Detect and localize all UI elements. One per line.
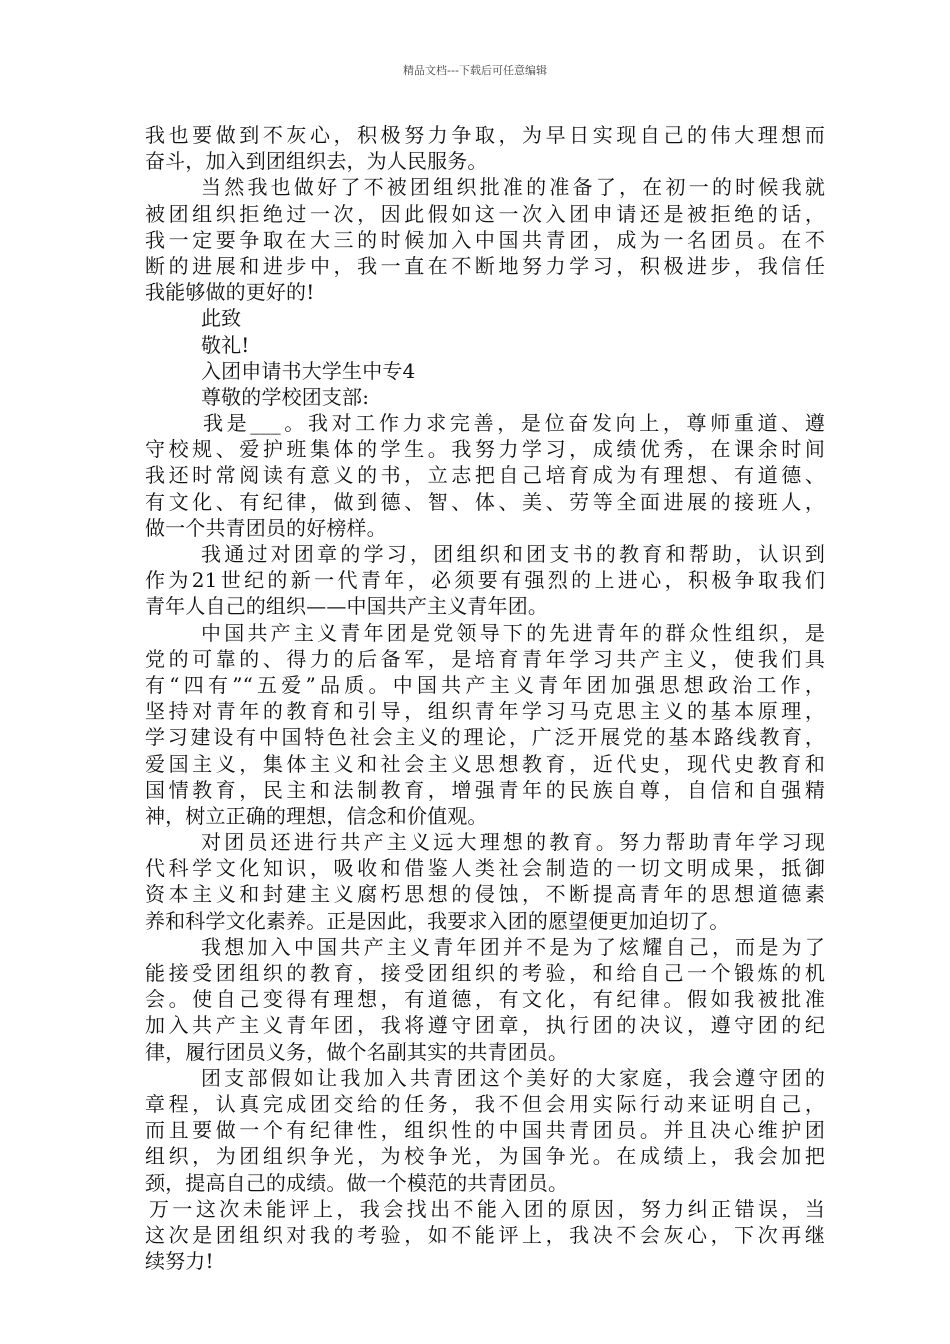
text-line: 国情教育，民主和法制教育，增强青年的民族自尊，自信和自强精 bbox=[145, 777, 825, 802]
text-line: 能接受团组织的教育，接受团组织的考验，和给自己一个锻炼的机 bbox=[145, 961, 825, 985]
text-line: 我一定要争取在大三的时候加入中国共青团，成为一名团员。在不 bbox=[145, 227, 825, 252]
text-line: 青年人自己的组织——中国共产主义青年团。 bbox=[145, 594, 548, 619]
document-body bbox=[145, 122, 825, 1274]
text-line: 被团组织拒绝过一次，因此假如这一次入团申请还是被拒绝的话， bbox=[145, 201, 825, 226]
text-line: 党的可靠的、得力的后备军，是培育青年学习共产主义，使我们具 bbox=[145, 646, 825, 671]
text-line: 作为21世纪的新一代青年，必须要有强烈的上进心，积极争取我们 bbox=[145, 568, 825, 593]
text-line: 代科学文化知识，吸收和借鉴人类社会制造的一切文明成果，抵御 bbox=[145, 856, 825, 881]
text-line: 守校规、爱护班集体的学生。我努力学习，成绩优秀，在课余时间 bbox=[145, 437, 825, 462]
paragraph-start: 万一这次未能评上，我会找出不能入团的原因，努力纠正错误，当 bbox=[149, 1196, 825, 1221]
text-line: 我也要做到不灰心，积极努力争取，为早日实现自己的伟大理想而 bbox=[145, 123, 825, 147]
text-line: 组织，为团组织争光，为校争光，为国争光。在成绩上，我会加把 bbox=[145, 1144, 825, 1169]
text-line: 律，履行团员义务，做个名副其实的共青团员。 bbox=[145, 1039, 569, 1064]
paragraph-start: 我是___。我对工作力求完善，是位奋发向上，尊师重道、遵 bbox=[203, 411, 825, 436]
text-line: 坚持对青年的教育和引导，组织青年学习马克思主义的基本原理， bbox=[145, 699, 825, 724]
closing-line: 此致 bbox=[201, 306, 242, 331]
text-line: 颈，提高自己的成绩。做一个模范的共青团员。 bbox=[145, 1170, 569, 1195]
text-line: 会。使自己变得有理想，有道德，有文化，有纪律。假如我被批准 bbox=[145, 987, 825, 1012]
text-line: 加入共产主义青年团，我将遵守团章，执行团的决议，遵守团的纪 bbox=[145, 1013, 825, 1038]
text-line: 而且要做一个有纪律性，组织性的中国共青团员。并且决心维护团 bbox=[145, 1118, 825, 1143]
closing-line: 敬礼! bbox=[201, 332, 250, 357]
text-line: 爱国主义，集体主义和社会主义思想教育，近代史，现代史教育和 bbox=[145, 751, 825, 776]
paragraph-start: 对团员还进行共产主义远大理想的教育。努力帮助青年学习现 bbox=[201, 830, 825, 855]
text-line: 有“四有”“五爱”品质。中国共产主义青年团加强思想政治工作， bbox=[145, 672, 825, 697]
text-line: 有文化、有纪律，做到德、智、体、美、劳等全面进展的接班人， bbox=[145, 489, 825, 514]
text-line: 章程，认真完成团交给的任务，我不但会用实际行动来证明自己， bbox=[145, 1091, 825, 1116]
text-line: 资本主义和封建主义腐朽思想的侵蚀，不断提高青年的思想道德素 bbox=[145, 882, 825, 907]
text-line: 神，树立正确的理想，信念和价值观。 bbox=[145, 803, 488, 828]
text-line: 我还时常阅读有意义的书，立志把自己培育成为有理想、有道德、 bbox=[145, 463, 825, 488]
text-line: 这次是团组织对我的考验，如不能评上，我决不会灰心，下次再继 bbox=[145, 1222, 825, 1247]
salutation: 尊敬的学校团支部: bbox=[201, 384, 370, 409]
section-title: 入团申请书大学生中专4 bbox=[201, 358, 416, 383]
page-header: 精品文档---下载后可任意编辑 bbox=[403, 64, 547, 77]
paragraph-start: 当然我也做好了不被团组织批准的准备了，在初一的时候我就 bbox=[201, 175, 825, 200]
text-line: 断的进展和进步中，我一直在不断地努力学习，积极进步，我信任 bbox=[145, 253, 825, 278]
text-line: 奋斗，加入到团组织去，为人民服务。 bbox=[145, 149, 488, 174]
paragraph-start: 团支部假如让我加入共青团这个美好的大家庭，我会遵守团的 bbox=[201, 1065, 825, 1090]
paragraph-start: 我想加入中国共产主义青年团并不是为了炫耀自己，而是为了 bbox=[201, 934, 825, 959]
text-line: 续努力! bbox=[145, 1249, 214, 1274]
text-line: 学习建设有中国特色社会主义的理论，广泛开展党的基本路线教育， bbox=[145, 725, 825, 750]
text-line: 做一个共青团员的好榜样。 bbox=[145, 515, 387, 540]
text-line: 养和科学文化素养。正是因此，我要求入团的愿望便更加迫切了。 bbox=[145, 908, 730, 933]
paragraph-start: 中国共产主义青年团是党领导下的先进青年的群众性组织，是 bbox=[201, 620, 825, 645]
text-line: 我能够做的更好的! bbox=[145, 280, 315, 305]
paragraph-start: 我通过对团章的学习，团组织和团支书的教育和帮助，认识到 bbox=[201, 542, 825, 566]
